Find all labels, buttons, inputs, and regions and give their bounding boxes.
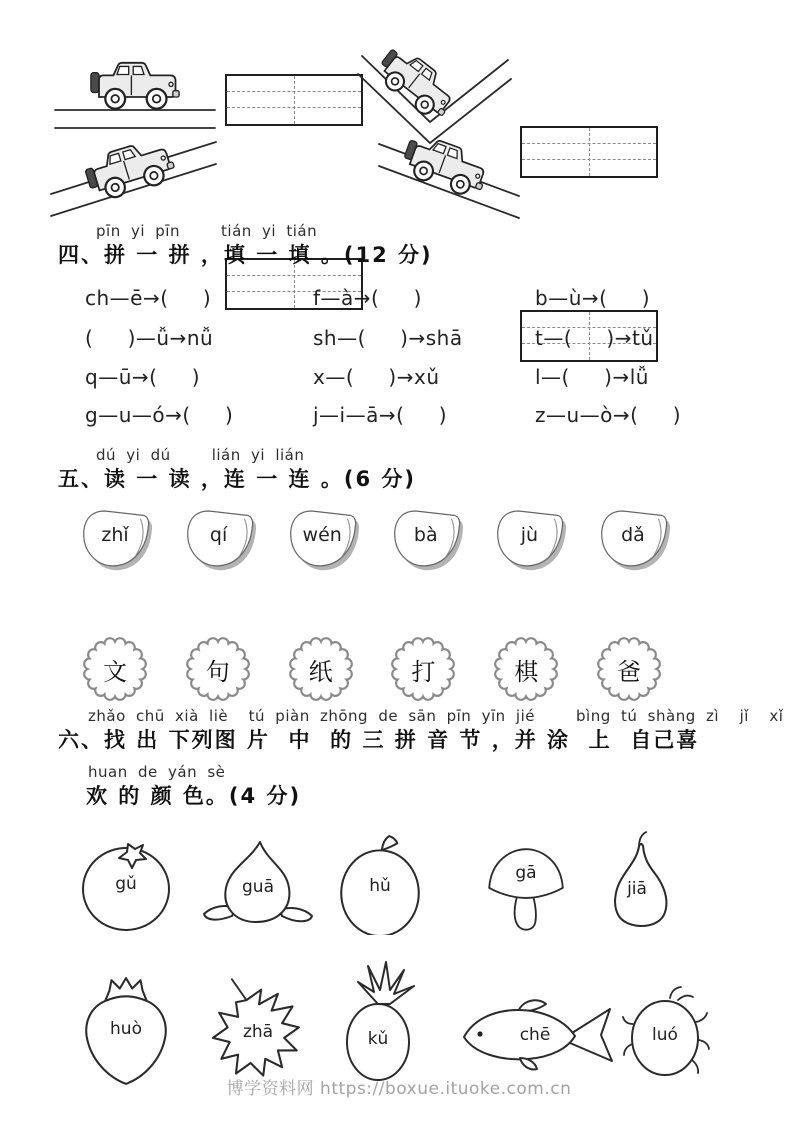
section4-title: 四、拼 一 拼 ，填 一 填 。(12 分) (58, 243, 433, 267)
car-icon (82, 136, 178, 204)
picture-peach[interactable] (202, 838, 314, 933)
spelling-item[interactable]: q—ū→( ) (85, 365, 201, 389)
section6-title-line2: 欢 的 颜 色。(4 分) (86, 784, 302, 808)
picture-maple-leaf[interactable] (200, 975, 316, 1085)
syllable-card[interactable] (76, 504, 158, 572)
character-label: 句 (205, 659, 230, 686)
spelling-item[interactable]: x—( )→xǔ (313, 365, 440, 389)
syllable-label: zhǐ (101, 524, 129, 546)
character-label: 棋 (514, 659, 539, 686)
spelling-item[interactable]: j—i—ā→( ) (313, 403, 448, 427)
section5-title: 五、读 一 读 ，连 一 连 。(6 分) (58, 467, 416, 491)
downhill-road-car-scene (376, 130, 522, 220)
syllable-card[interactable] (490, 504, 572, 572)
section6-pinyin-caption-line2: huan de yán sè (88, 763, 226, 781)
section6-title-line1: 六、找 出 下列图 片 中 的 三 拼 音 节 ，并 涂 上 自己喜 (58, 728, 700, 752)
spelling-item[interactable]: l—( )→lǚ (535, 365, 649, 389)
picture-orange[interactable] (328, 833, 432, 935)
writing-grid-1[interactable] (225, 74, 363, 126)
picture-beetle[interactable] (620, 980, 710, 1080)
picture-label: luó (652, 1025, 678, 1045)
uphill-road-car-scene (48, 132, 220, 220)
spelling-row-4 (85, 403, 681, 427)
picture-label: jiā (627, 879, 647, 900)
character-label: 文 (103, 659, 127, 686)
spelling-item[interactable]: ( )—ǚ→nǚ (85, 326, 214, 350)
character-card[interactable] (596, 636, 662, 702)
character-label: 爸 (616, 659, 641, 686)
picture-label: huò (110, 1018, 142, 1039)
spelling-item[interactable]: sh—( )→shā (313, 326, 463, 350)
spelling-item[interactable]: z—u—ò→( ) (535, 403, 682, 427)
picture-persimmon[interactable] (74, 832, 178, 932)
syllable-card[interactable] (283, 504, 365, 572)
picture-label: guā (242, 877, 274, 898)
character-card-row (82, 636, 662, 702)
picture-label: zhā (242, 1022, 274, 1043)
syllable-label: jù (520, 524, 539, 546)
spelling-row-3 (85, 365, 649, 389)
picture-label: gǔ (115, 874, 137, 894)
syllable-card[interactable] (180, 504, 262, 572)
spelling-item[interactable]: b—ù→( ) (535, 286, 651, 310)
section4-pinyin-caption: pīn yi pīn tián yi tián (96, 222, 318, 240)
picture-fish[interactable] (455, 985, 627, 1075)
character-card[interactable] (82, 636, 148, 702)
spelling-row-1 (85, 286, 650, 310)
picture-pineapple[interactable] (328, 958, 428, 1086)
pineapple-icon (328, 958, 428, 1086)
writing-grid-2[interactable] (520, 126, 658, 178)
syllable-card-row (76, 504, 676, 572)
picture-label: kǔ (367, 1028, 389, 1049)
spelling-item[interactable]: f—à→( ) (313, 286, 422, 310)
syllable-card[interactable] (387, 504, 469, 572)
car-icon (91, 63, 179, 109)
syllable-label: bà (413, 524, 438, 546)
flat-road-car-scene (52, 52, 220, 136)
picture-mushroom[interactable] (478, 840, 574, 932)
syllable-label: dǎ (621, 524, 645, 546)
character-card[interactable] (493, 636, 559, 702)
picture-pear[interactable] (596, 830, 678, 932)
picture-strawberry[interactable] (72, 974, 180, 1088)
syllable-label: qí (209, 524, 228, 546)
syllable-card[interactable] (594, 504, 676, 572)
spelling-item[interactable]: g—u—ó→( ) (85, 403, 234, 427)
spelling-item[interactable]: t—( )→tǔ (535, 326, 654, 350)
car-icon (372, 42, 461, 124)
picture-label: chē (519, 1024, 551, 1045)
syllable-label: wén (302, 524, 342, 546)
spelling-item[interactable]: ch—ē→( ) (85, 286, 212, 310)
picture-label: gā (515, 863, 537, 884)
section6-pinyin-caption-line1: zhǎo chū xià liè tú piàn zhōng de sān pīn yīn jié bìng tú shàng zì jǐ xǐ (88, 707, 784, 725)
footer-watermark[interactable]: 博学资料网 https://boxue.ituoke.com.cn (226, 1079, 572, 1099)
character-label: 纸 (308, 659, 333, 686)
spelling-row-2 (85, 326, 654, 350)
picture-label: hǔ (369, 876, 391, 897)
mushroom-icon (478, 840, 574, 932)
character-label: 打 (411, 659, 436, 686)
character-card[interactable] (288, 636, 354, 702)
character-card[interactable] (185, 636, 251, 702)
character-card[interactable] (390, 636, 456, 702)
section5-pinyin-caption: dú yi dú lián yi lián (96, 446, 305, 464)
